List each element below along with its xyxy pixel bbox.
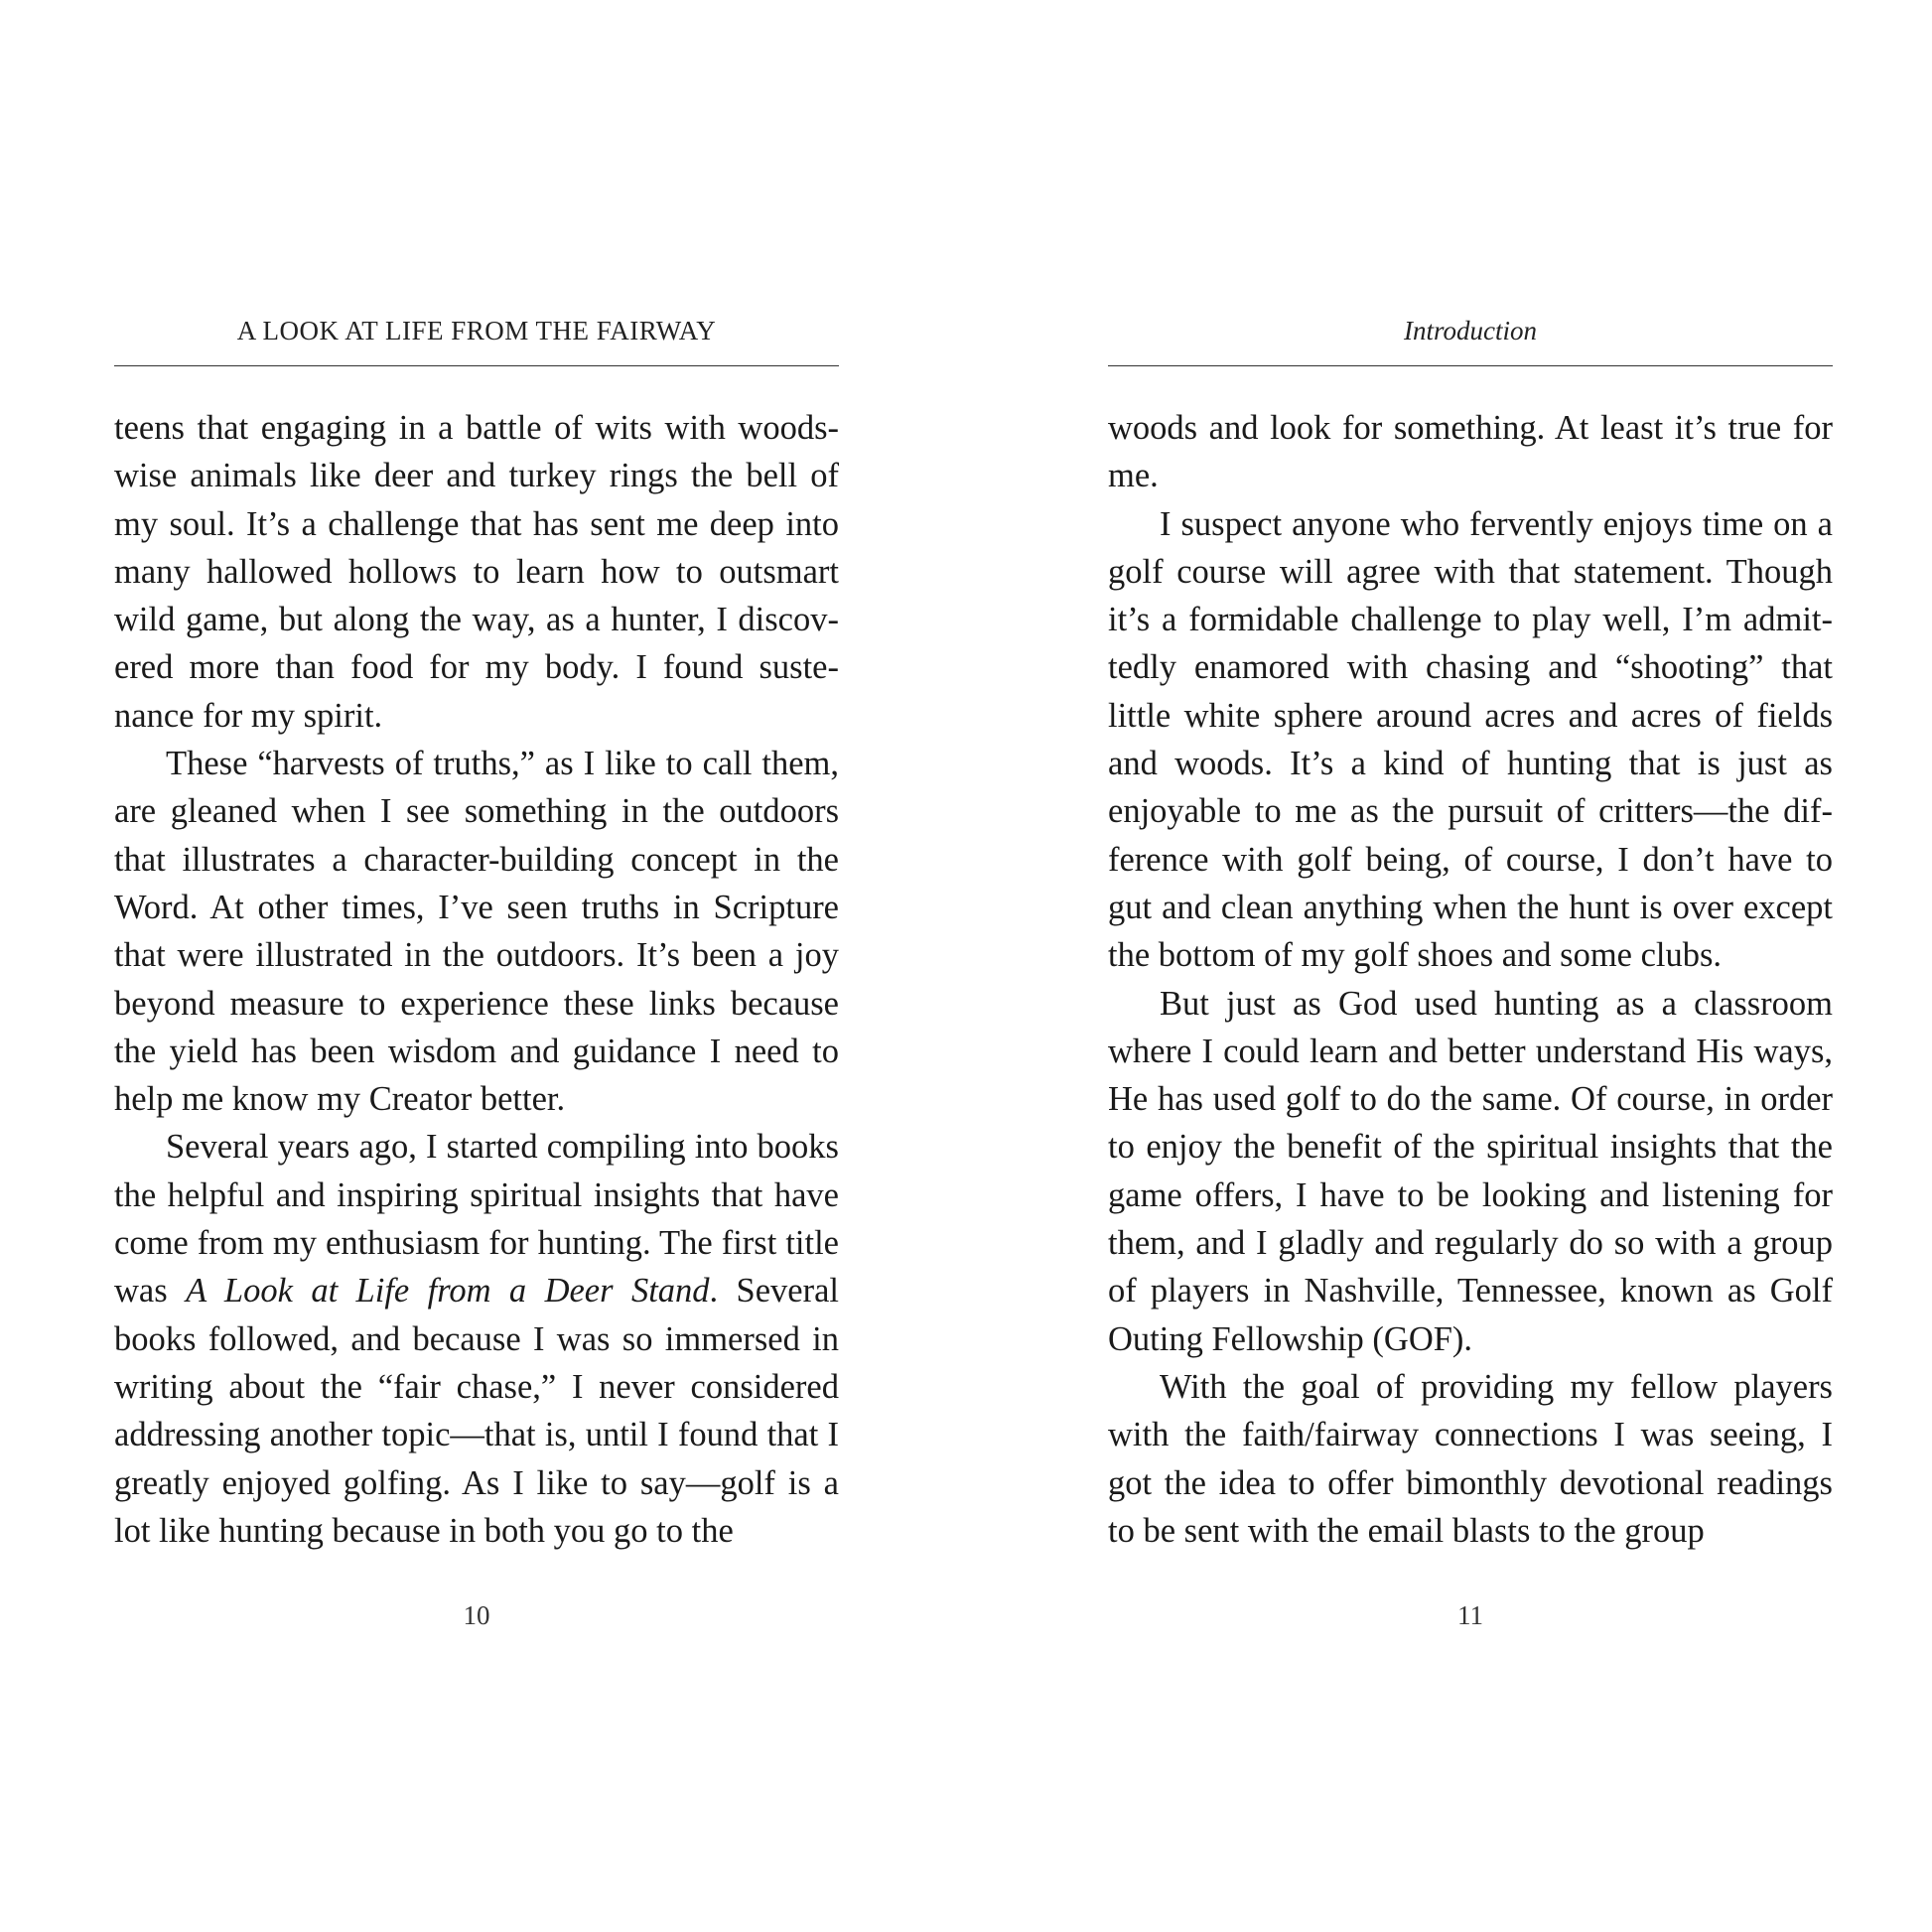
paragraph: But just as God used hunting as a classroom where I could learn and better understand His ways, He has used golf to do the same. Of course, in order to enjoy the benefit of the spiritual insights that the game offers, I have to be looking and listening for them, and I gladly and regularly do so with a group of players in Nashville, Tennessee, known as Golf Outing Fellowship (GOF). (1108, 984, 1833, 1358)
paragraph-text: Several years ago, I started compiling into books the helpful and inspiring spiritual insights that have come from my enthusiasm for hunting. The first title was (114, 1128, 839, 1311)
running-head-chapter-title: Introduction (1404, 316, 1537, 345)
header-rule (1108, 365, 1833, 366)
body-text (114, 404, 839, 1555)
paragraph (114, 1123, 839, 1555)
header-rule (114, 365, 839, 366)
page-number: 11 (1457, 1600, 1483, 1630)
paragraph: I suspect anyone who fervently enjoys time on a golf course will agree with that statement. Though it’s a formidable challenge to play well, I’m admittedly enamored with chasing and “shooting” that little white sphere around acres and acres of fields and woods. It’s a kind of hunting that is just as enjoyable to me as the pursuit of critters—the difference with golf being, of course, I don’t have to gut and clean anything when the hunt is over except the bottom of my golf shoes and some clubs. (1108, 504, 1833, 975)
paragraph: With the goal of providing my fellow players with the faith/fairway connections I was seeing, I got the idea to offer bimonthly devotional readings to be sent with the email blasts to the group (1108, 1367, 1833, 1550)
paragraph: These “harvests of truths,” as I like to call them, are gleaned when I see something in the outdoors that illustrates a character-building concept in the Word. At other times, I’ve seen truths in Scripture that were illustrated in the outdoors. It’s been a joy beyond measure to experience these links because the yield has been wisdom and guidance I need to help me know my Creator better. (114, 745, 839, 1119)
right-page (1108, 0, 1833, 1932)
paragraph: woods and look for something. At least it’s true for me. (1108, 409, 1833, 495)
paragraph: teens that engaging in a battle of wits with woods-wise animals like deer and turkey rings the bell of my soul. It’s a challenge that has sent me deep into many hallowed hollows to learn how to outsmart wild game, but along the way, as a hunter, I discovered more than food for my body. I found sustenance for my spirit. (114, 409, 839, 735)
left-page (114, 0, 839, 1932)
running-head-book-title: A LOOK AT LIFE FROM THE FAIRWAY (236, 316, 717, 345)
page-number: 10 (463, 1600, 490, 1630)
body-text (1108, 404, 1833, 1555)
book-title-italic: A Look at Life from a Deer Stand (186, 1272, 710, 1311)
paragraph-text: . Several books followed, and because I was so immersed in writing about the “fair chase,” I never considered addressing another topic—that is, until I found that I greatly enjoyed golfing. As I like to say—golf is a lot like hunting because in both you go to the (114, 1272, 840, 1550)
